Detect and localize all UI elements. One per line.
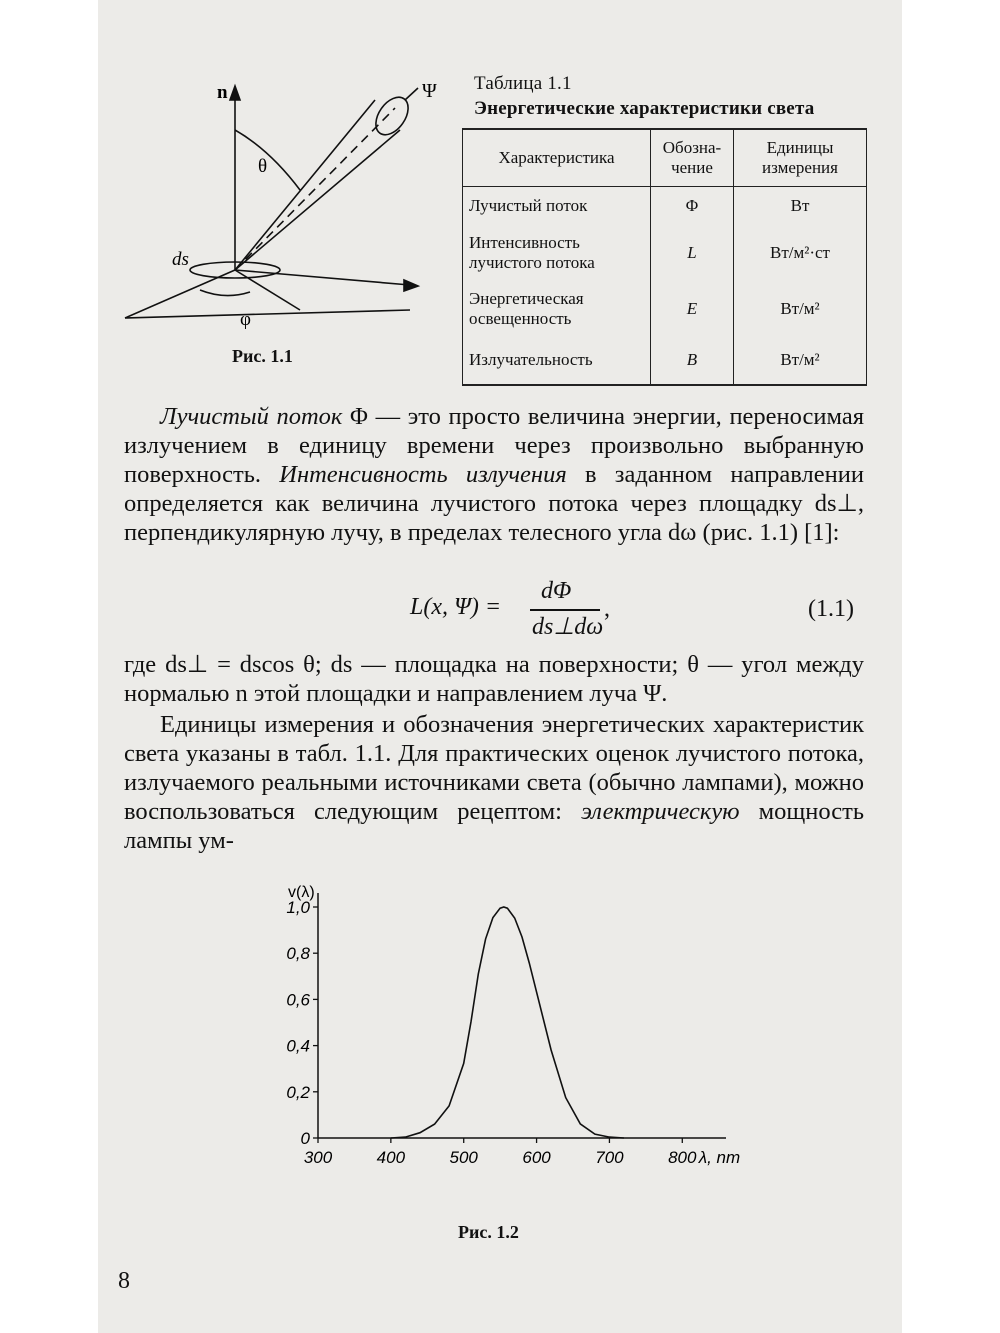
page-number: 8 — [118, 1268, 130, 1294]
label-ds: ds — [172, 249, 189, 270]
luminosity-curve — [391, 907, 624, 1138]
y-tick-label: 0,2 — [286, 1082, 310, 1102]
ray-psi-dashed — [235, 108, 395, 270]
paragraph-3 — [124, 710, 864, 855]
paragraph-1-part-b: в заданном направлении определяется как величина лучистого потока через площадку ds⊥, перпендикулярную лучу, в пределах телесного угла dω (рис. 1.1) [1]: — [124, 461, 864, 546]
table-row — [463, 337, 867, 385]
term-radiant-flux: Лучистый поток — [160, 403, 343, 430]
label-n: n — [217, 82, 228, 103]
label-psi: Ψ — [422, 80, 437, 102]
table-row — [463, 225, 867, 281]
y-tick-label: 0,8 — [286, 944, 310, 964]
plane-axis-right — [235, 270, 410, 285]
y-tick-label: 0,6 — [286, 990, 310, 1010]
equation-lhs: L(x, Ψ) = — [410, 594, 502, 620]
psi-pointer — [405, 88, 418, 100]
energy-table — [462, 128, 867, 386]
label-phi: φ — [240, 309, 251, 330]
cone-edge-top — [235, 100, 375, 270]
paragraph-2: где ds⊥ = dscos θ; ds — площадка на поверхности; θ — угол между нормалью n этой площадки и направлением луча Ψ. — [124, 651, 864, 707]
equation-numerator: dΦ — [541, 578, 572, 604]
figure-1-2-caption: Рис. 1.2 — [458, 1222, 519, 1242]
table-number: Таблица 1.1 — [474, 73, 572, 94]
x-tick-label: 800 — [668, 1148, 697, 1167]
table-title: Энергетические характеристики света — [474, 98, 815, 119]
x-tick-label: 400 — [376, 1148, 406, 1167]
header-units: Единицы измерения — [734, 129, 867, 187]
cell-units: Вт/м² — [734, 281, 867, 337]
term-intensity: Интенсивность излучения — [279, 461, 567, 488]
fraction-bar — [530, 609, 600, 611]
term-electric: электрическую — [581, 798, 740, 825]
x-axis-label: λ, nm — [698, 1148, 741, 1167]
table-row — [463, 281, 867, 337]
cell-units: Вт/м² — [734, 337, 867, 385]
table-header-row — [463, 129, 867, 187]
table-row — [463, 187, 867, 225]
cell-symbol: B — [651, 337, 734, 385]
equation-comma: , — [604, 596, 610, 622]
cone-edge-bottom — [235, 130, 400, 270]
y-axis-label: v(λ) — [288, 884, 315, 901]
equation-number: (1.1) — [808, 596, 854, 622]
normal-arrowhead — [230, 86, 240, 100]
label-theta: θ — [258, 156, 268, 177]
x-tick-label: 300 — [303, 1148, 333, 1167]
x-tick-label: 700 — [595, 1148, 624, 1167]
y-tick-label: 0 — [300, 1129, 310, 1148]
phi-arc — [200, 290, 250, 296]
cell-name: Лучистый поток — [463, 187, 651, 225]
paragraph-3-part-a: Единицы измерения и обозначения энергетических характеристик света указаны в табл. 1.1. Для практических оценок лучистого потока, излучаемого реальными источниками света (обычно лампами), можно воспользоваться следующим рецептом: — [124, 711, 864, 825]
paragraph-3-part-b: мощность лампы ум- — [124, 798, 864, 854]
equation-denominator: ds⊥dω — [532, 614, 604, 640]
figure-1-1-caption: Рис. 1.1 — [232, 346, 293, 366]
cell-symbol: L — [651, 225, 734, 281]
cone-cap — [369, 91, 414, 140]
y-tick-label: 1,0 — [286, 898, 310, 917]
cell-name: Излучательность — [463, 337, 651, 385]
figure-1-2-chart — [280, 852, 750, 1192]
plane-arrowhead — [404, 280, 418, 291]
cell-name: Энергетическая освещенность — [463, 281, 651, 337]
x-tick-label: 600 — [522, 1148, 551, 1167]
y-tick-label: 0,4 — [286, 1036, 310, 1056]
figure-1-1 — [120, 75, 460, 350]
cell-symbol: E — [651, 281, 734, 337]
header-characteristic: Характеристика — [463, 129, 651, 187]
theta-arc — [235, 130, 300, 190]
plane-baseline — [125, 310, 410, 318]
cell-name: Интенсивность лучистого потока — [463, 225, 651, 281]
cell-units: Вт/м²·ст — [734, 225, 867, 281]
paragraph-1-part-a: Φ — это просто величина энергии, переносимая излучением в единицу времени через произвольно выбранную поверхность. — [124, 403, 864, 488]
cell-symbol: Φ — [651, 187, 734, 225]
header-symbol: Обозна- чение — [651, 129, 734, 187]
paragraph-1 — [124, 402, 864, 547]
x-tick-label: 500 — [449, 1148, 478, 1167]
cell-units: Вт — [734, 187, 867, 225]
